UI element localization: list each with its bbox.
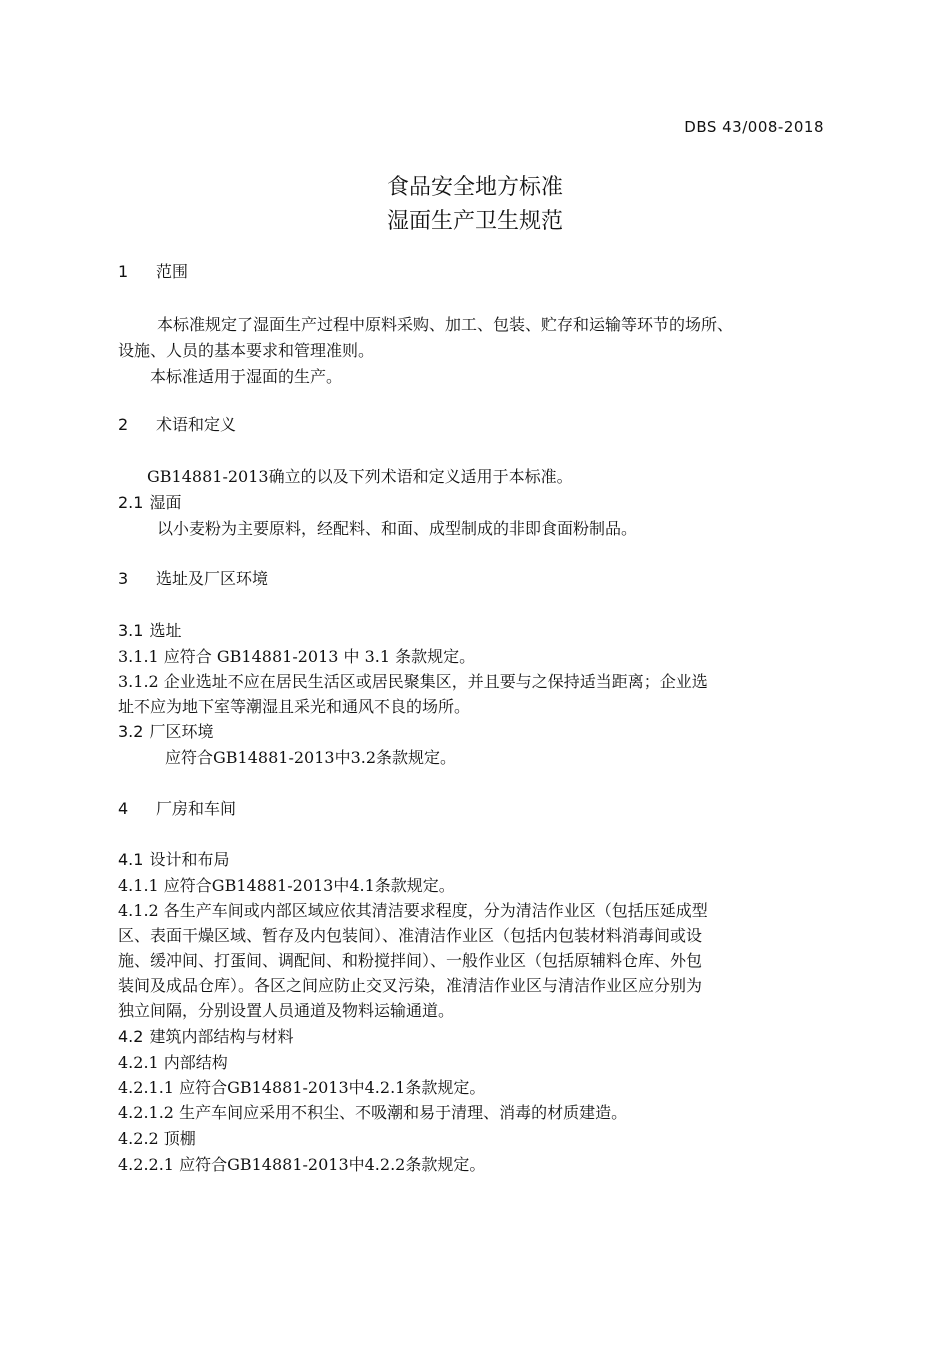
section-title: 厂房和车间 [156, 799, 237, 818]
subsection-3-1-heading [118, 621, 181, 641]
section-title: 术语和定义 [156, 415, 237, 434]
subsection-title: 湿面 [149, 493, 182, 512]
section-number: 3 [118, 569, 129, 588]
section-title: 选址及厂区环境 [156, 569, 269, 588]
clause-4-1-1: 4.1.1 应符合GB14881-2013中4.1条款规定。 [118, 876, 455, 895]
subsection-number: 4.2 [118, 1027, 144, 1046]
section-2-heading [118, 415, 236, 435]
document-code: DBS 43/008-2018 [684, 118, 824, 136]
subsection-number: 3.1 [118, 621, 144, 640]
subsection-title: 设计和布局 [149, 850, 230, 869]
clause-3-1-2-line-1: 3.1.2 企业选址不应在居民生活区或居民聚集区，并且要与之保持适当距离；企业选 [118, 672, 708, 691]
document-title-line2: 湿面生产卫生规范 [386, 209, 563, 234]
section-1-heading [118, 262, 188, 282]
section-4-heading [118, 799, 236, 819]
clause-4-2-2: 4.2.2 顶棚 [118, 1129, 196, 1148]
subsection-3-2-heading [118, 722, 213, 742]
clause-4-2-2-1: 4.2.2.1 应符合GB14881-2013中4.2.2条款规定。 [118, 1155, 486, 1174]
section-1-paragraph-1-line-1: 本标准规定了湿面生产过程中原料采购、加工、包装、贮存和运输等环节的场所、 [157, 315, 734, 334]
subsection-title: 厂区环境 [149, 722, 214, 741]
clause-4-1-2-line-2: 区、表面干燥区域、暂存及内包装间）、准清洁作业区（包括内包装材料消毒间或设 [118, 926, 703, 945]
clause-4-1-2-line-4: 装间及成品仓库）。各区之间应防止交叉污染，准清洁作业区与清洁作业区应分别为 [118, 976, 703, 995]
section-3-heading [118, 569, 268, 589]
section-title: 范围 [156, 262, 189, 281]
clause-4-2-1-2: 4.2.1.2 生产车间应采用不积尘、不吸潮和易于清理、消毒的材质建造。 [118, 1103, 628, 1122]
subsection-4-1-heading [118, 850, 229, 870]
subsection-number: 3.2 [118, 722, 144, 741]
subsection-number: 4.1 [118, 850, 144, 869]
section-number: 2 [118, 415, 129, 434]
section-number: 4 [118, 799, 129, 818]
clause-3-1-1: 3.1.1 应符合 GB14881-2013 中 3.1 条款规定。 [118, 647, 476, 666]
subsection-4-2-heading [118, 1027, 293, 1047]
subsection-number: 2.1 [118, 493, 144, 512]
section-2-paragraph: GB14881-2013确立的以及下列术语和定义适用于本标准。 [147, 467, 573, 486]
subsection-2-1-text: 以小麦粉为主要原料，经配料、和面、成型制成的非即食面粉制品。 [157, 519, 638, 538]
clause-4-1-2-line-1: 4.1.2 各生产车间或内部区域应依其清洁要求程度，分为清洁作业区（包括压延成型 [118, 901, 708, 920]
section-1-paragraph-1-line-2: 设施、人员的基本要求和管理准则。 [118, 341, 375, 360]
clause-4-1-2-line-3: 施、缓冲间、打蛋间、调配间、和粉搅拌间）、一般作业区（包括原辅料仓库、外包 [118, 951, 703, 970]
subsection-title: 选址 [149, 621, 182, 640]
section-1-paragraph-2: 本标准适用于湿面的生产。 [150, 367, 343, 386]
clause-4-2-1: 4.2.1 内部结构 [118, 1053, 228, 1072]
subsection-2-1-heading [118, 493, 181, 513]
subsection-title: 建筑内部结构与材料 [149, 1027, 294, 1046]
clause-3-1-2-line-2: 址不应为地下室等潮湿且采光和通风不良的场所。 [118, 697, 471, 716]
clause-4-1-2-line-5: 独立间隔，分别设置人员通道及物料运输通道。 [118, 1001, 455, 1020]
document-title-line1: 食品安全地方标准 [386, 175, 563, 200]
subsection-3-2-text: 应符合GB14881-2013中3.2条款规定。 [165, 748, 457, 767]
clause-4-2-1-1: 4.2.1.1 应符合GB14881-2013中4.2.1条款规定。 [118, 1078, 486, 1097]
section-number: 1 [118, 262, 129, 281]
